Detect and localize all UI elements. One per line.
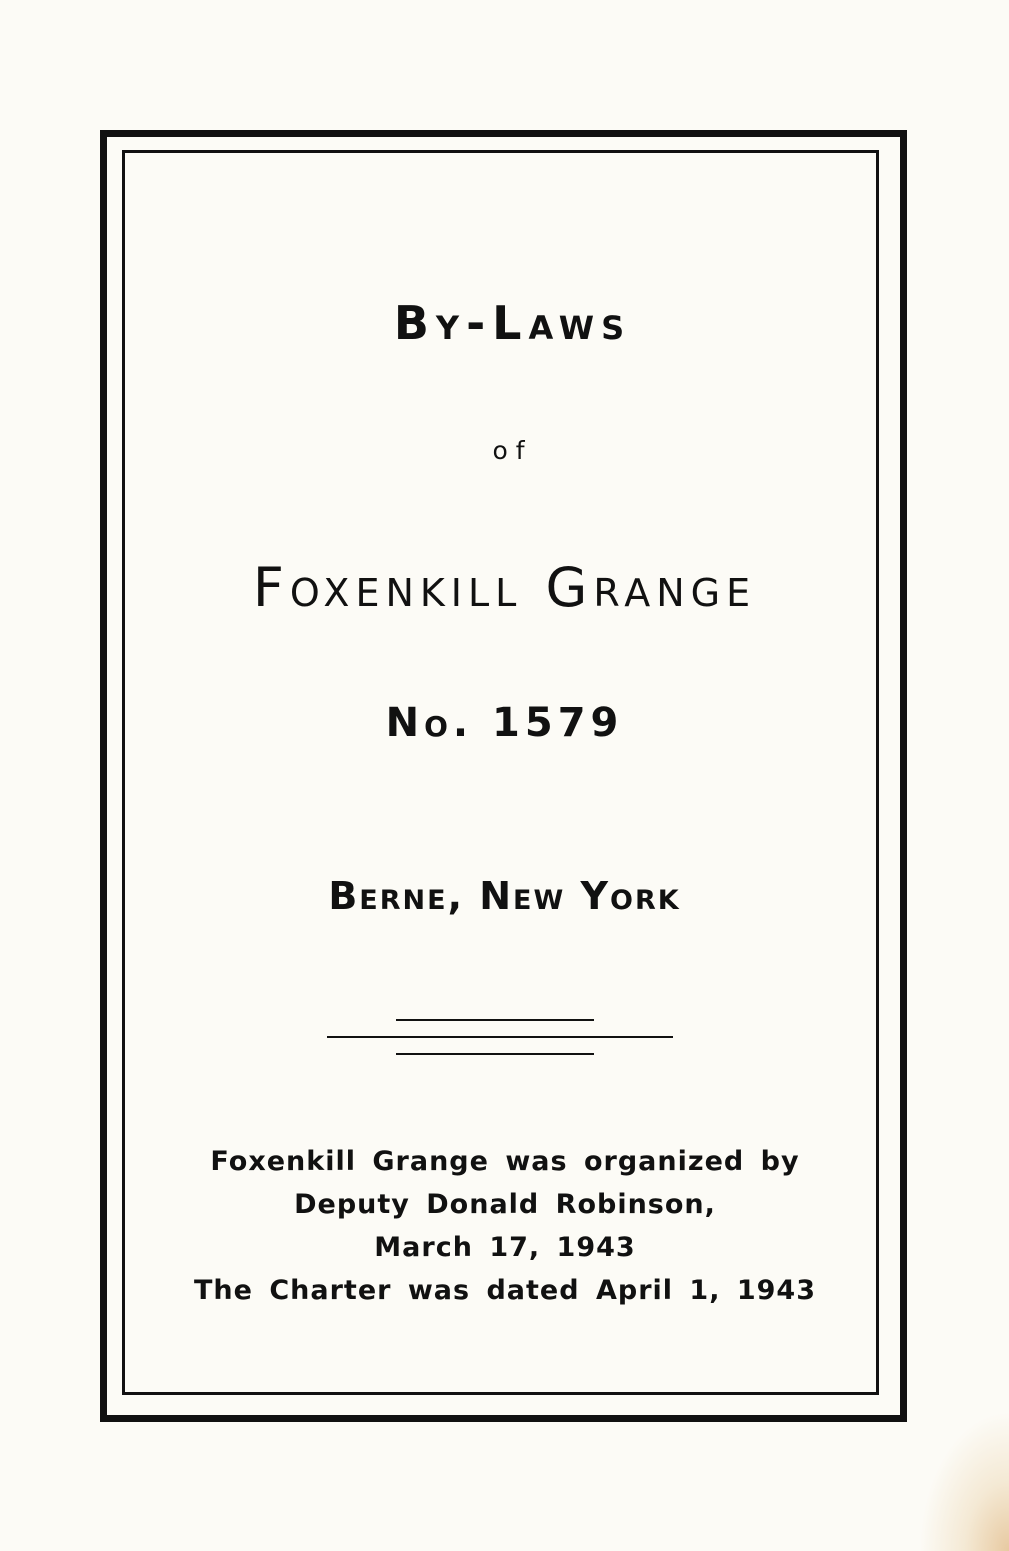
history-line-1: Foxenkill Grange was organized by: [210, 1146, 800, 1177]
page-stain: [919, 1411, 1009, 1551]
location: Berne, New York: [328, 874, 681, 918]
organization-name: Foxenkill Grange: [252, 556, 757, 619]
history-line-3: March 17, 1943: [374, 1232, 636, 1263]
history-line-2: Deputy Donald Robinson,: [294, 1189, 716, 1220]
ornamental-rule-top: [396, 1019, 594, 1021]
document-title: By-Laws: [393, 296, 632, 350]
grange-number: No. 1579: [385, 700, 624, 746]
title-connector: of: [492, 436, 533, 465]
history-note: [180, 1140, 830, 1312]
ornamental-rule-middle: [327, 1036, 673, 1038]
history-line-4: The Charter was dated April 1, 1943: [193, 1275, 817, 1306]
ornamental-rule-bottom: [396, 1053, 594, 1055]
